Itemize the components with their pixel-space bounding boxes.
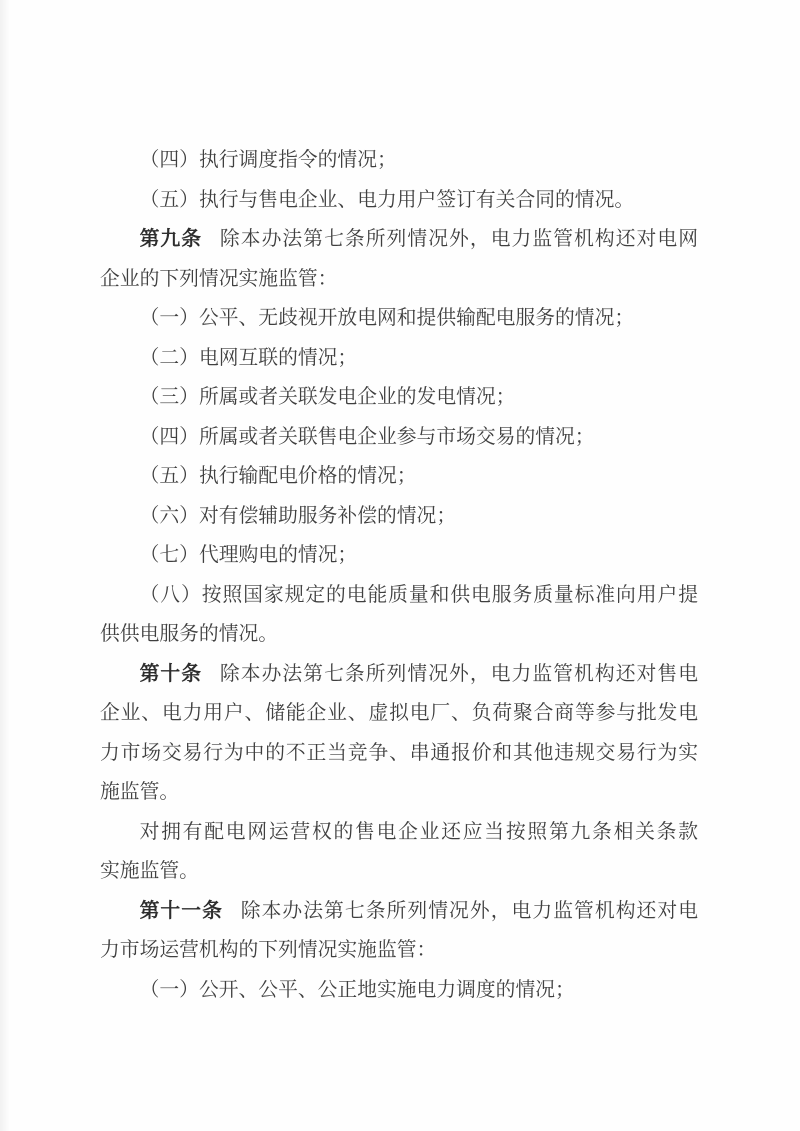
article-10-supplement-paragraph	[100, 813, 698, 892]
article-number: 第十条	[139, 662, 203, 685]
text-line: （二）电网互联的情况；	[139, 346, 358, 369]
text-line: （七）代理购电的情况；	[139, 544, 358, 566]
text-line: 施监管。	[100, 781, 180, 803]
text-line: （八）按照国家规定的电能质量和供电服务质量标准向用户提	[139, 583, 698, 606]
article-text: 除本办法第七条所列情况外，电力监管机构还对电	[240, 899, 698, 922]
text-line: 供供电服务的情况。	[100, 623, 279, 645]
clause-item-5b	[100, 457, 698, 497]
article-number: 第九条	[139, 228, 203, 250]
document-text-block	[100, 141, 698, 1010]
text-line: 实施监管。	[100, 860, 199, 882]
text-line: 企业、电力用户、储能企业、虚拟电厂、负荷聚合商等参与批发电	[100, 702, 698, 724]
clause-item-3	[100, 378, 698, 418]
clause-item-1b	[100, 971, 698, 1011]
text-line: （四）执行调度指令的情况；	[139, 149, 397, 171]
text-line: （四）所属或者关联售电企业参与市场交易的情况；	[139, 425, 595, 448]
text-line: （六）对有偿辅助服务补偿的情况；	[139, 504, 457, 527]
text-line: （一）公开、公平、公正地实施电力调度的情况；	[139, 978, 575, 1001]
article-text: 除本办法第七条所列情况外，电力监管机构还对售电	[219, 662, 698, 685]
text-line	[100, 655, 698, 695]
text-line: 对拥有配电网运营权的售电企业还应当按照第九条相关条款	[139, 820, 698, 843]
clause-item-4	[100, 141, 698, 181]
article-11-paragraph	[100, 892, 698, 971]
clause-item-2	[100, 339, 698, 379]
text-line: 力市场运营机构的下列情况实施监管：	[100, 939, 437, 961]
article-9-paragraph	[100, 220, 698, 299]
text-line: （五）执行输配电价格的情况；	[139, 465, 417, 487]
article-text: 除本办法第七条所列情况外，电力监管机构还对电网	[219, 228, 698, 250]
clause-item-8	[100, 576, 698, 655]
text-line	[100, 220, 698, 260]
article-number: 第十一条	[139, 899, 223, 922]
clause-item-6	[100, 497, 698, 537]
text-line: （五）执行与售电企业、电力用户签订有关合同的情况。	[139, 188, 635, 211]
text-line: （一）公平、无歧视开放电网和提供输配电服务的情况；	[139, 307, 635, 329]
clause-item-7	[100, 536, 698, 576]
text-line: （三）所属或者关联发电企业的发电情况；	[139, 386, 516, 408]
text-line: 企业的下列情况实施监管：	[100, 267, 338, 290]
clause-item-4b	[100, 418, 698, 458]
article-10-paragraph	[100, 655, 698, 813]
text-line: 力市场交易行为中的不正当竞争、串通报价和其他违规交易行为实	[100, 741, 698, 764]
clause-item-1	[100, 299, 698, 339]
clause-item-5	[100, 181, 698, 221]
text-line	[100, 892, 698, 932]
